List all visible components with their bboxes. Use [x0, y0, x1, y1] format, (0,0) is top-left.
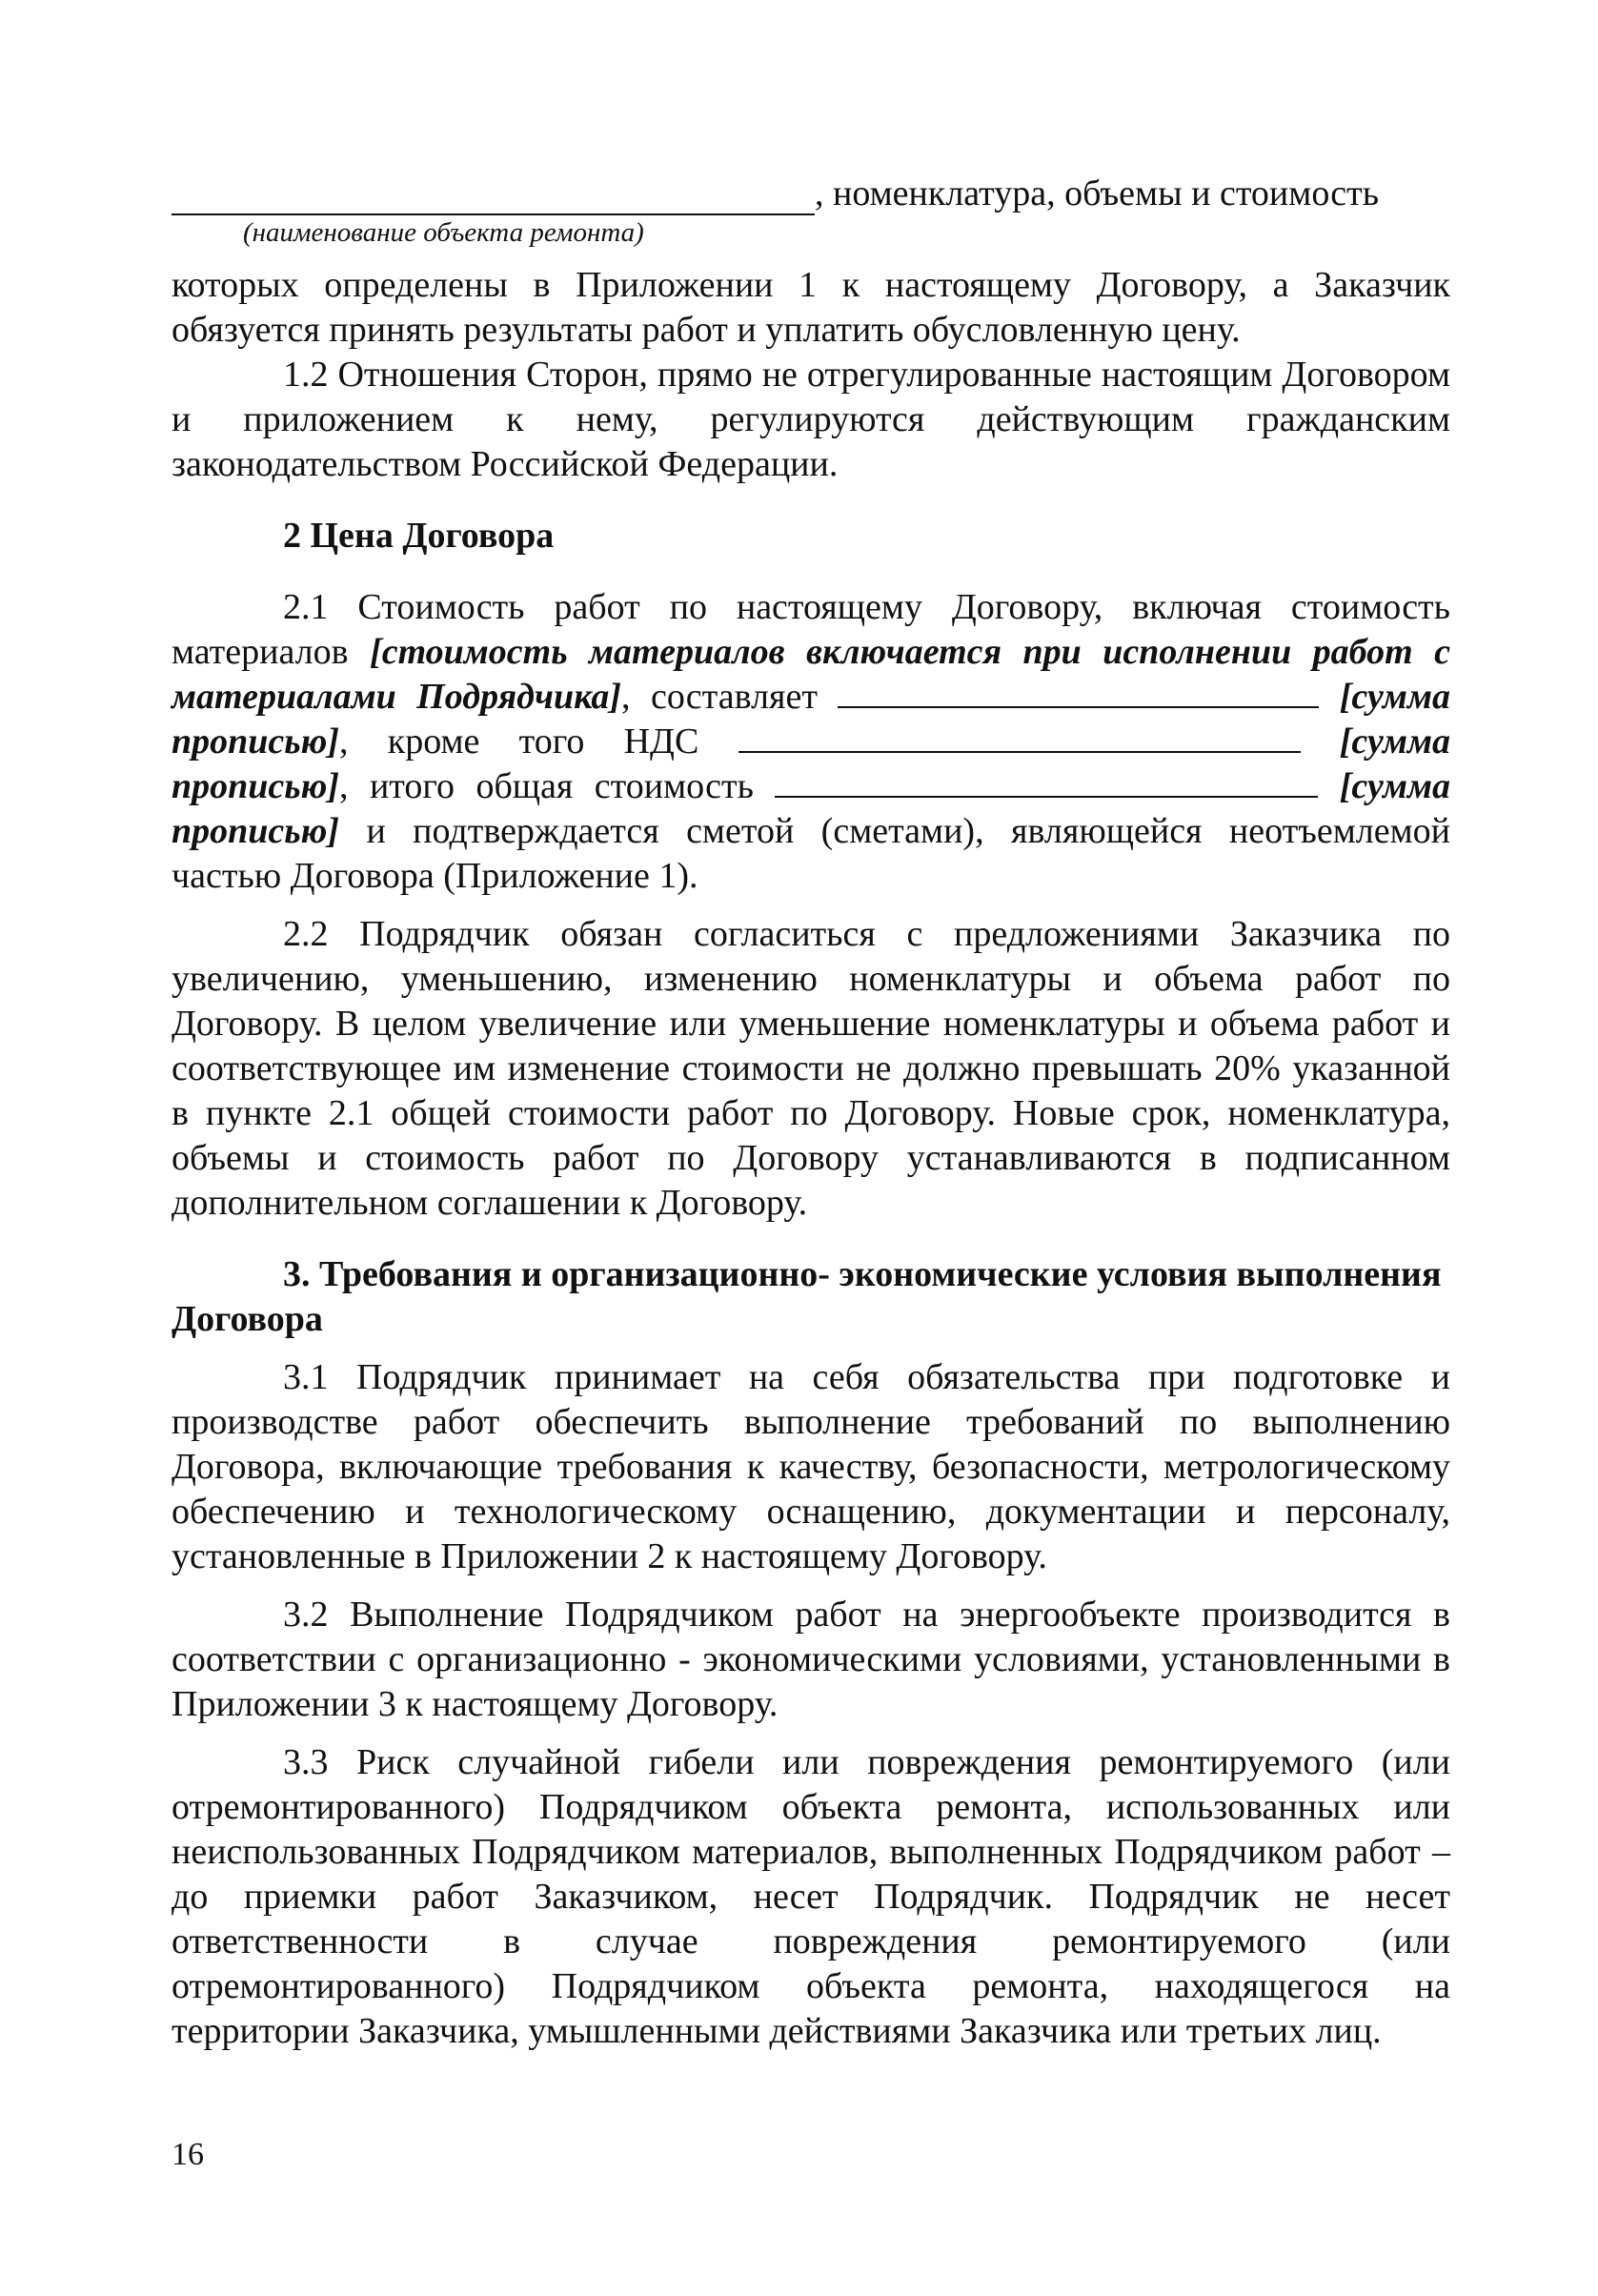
total-blank[interactable]: [775, 767, 1318, 798]
object-name-blank[interactable]: [172, 181, 815, 215]
page-number: 16: [172, 2137, 204, 2172]
p2-1-materials-note: [стоимость материалов включается при исполнении работ с материалами Подрядчика]: [172, 632, 1451, 717]
object-name-line-text: , номенклатура, объемы и стоимость: [815, 173, 1380, 213]
section-3-title: 3. Требования и организационно- экономические условия выполнения Договора: [172, 1254, 1442, 1339]
vat-words-note: [сумма прописью]: [172, 721, 1451, 806]
p2-1-text-2: , составляет: [621, 677, 818, 717]
paragraph-3-2: 3.2 Выполнение Подрядчиком работ на энергообъекте производится в соответствии с организационно - экономическими условиями, установленными в Приложении 3 к настоящему Договору.: [172, 1595, 1450, 1724]
paragraph-1-2: 1.2 Отношения Сторон, прямо не отрегулированные настоящим Договором и приложением к нему, регулируются действующим гражданским законодательством Российской Федерации.: [172, 355, 1450, 484]
p2-1-text-4: , итого общая стоимость: [339, 766, 754, 806]
amount-words-note: [сумма прописью]: [172, 677, 1450, 762]
amount-blank[interactable]: [838, 678, 1319, 708]
section-2-title: 2 Цена Договора: [283, 516, 555, 556]
object-name-line: [172, 172, 1450, 215]
paragraph-2-1: [172, 585, 1450, 899]
p2-1-text-1: 2.1 Стоимость работ по настоящему Договору, включая стоимость материалов: [172, 587, 1450, 672]
total-words-note: [сумма прописью]: [172, 766, 1451, 851]
p2-1-text-3: , кроме того НДС: [339, 721, 699, 762]
vat-blank[interactable]: [738, 722, 1301, 753]
object-name-caption: (наименование объекта ремонта): [243, 217, 644, 248]
paragraph-2-2: 2.2 Подрядчик обязан согласиться с предложениями Заказчика по увеличению, уменьшению, изменению номенклатуры и объема работ по Договору. В целом увеличение или уменьшение номенклатуры и объема работ и соответствующее им изменение стоимости не должно превышать 20% указанной в пункте 2.1 общей стоимости работ по Договору. Новые срок, номенклатура, объемы и стоимость работ по Договору устанавливаются в подписанном дополнительном соглашении к Договору.: [172, 914, 1450, 1223]
p2-1-text-5: и подтверждается сметой (сметами), являющейся неотъемлемой частью Договора (Приложение 1).: [172, 811, 1451, 896]
paragraph-3-1: 3.1 Подрядчик принимает на себя обязательства при подготовке и производстве работ обеспечить выполнение требований по выполнению Договора, включающие требования к качеству, безопасности, метрологическому обеспечению и технологическому оснащению, документации и персоналу, установленные в Приложении 2 к настоящему Договору.: [172, 1357, 1450, 1576]
paragraph-3-3: 3.3 Риск случайной гибели или повреждения ремонтируемого (или отремонтированного) Подрядчиком объекта ремонта, использованных или неиспользованных Подрядчиком материалов, выполненных Подрядчиком работ – до приемки работ Заказчиком, несет Подрядчик. Подрядчик не несет ответственности в случае повреждения ремонтируемого (или отремонтированного) Подрядчиком объекта ремонта, находящегося на территории Заказчика, умышленными действиями Заказчика или третьих лиц.: [172, 1742, 1450, 2051]
paragraph-1-1-continuation: которых определены в Приложении 1 к настоящему Договору, а Заказчик обязуется принять результаты работ и уплатить обусловленную цену.: [172, 265, 1450, 350]
